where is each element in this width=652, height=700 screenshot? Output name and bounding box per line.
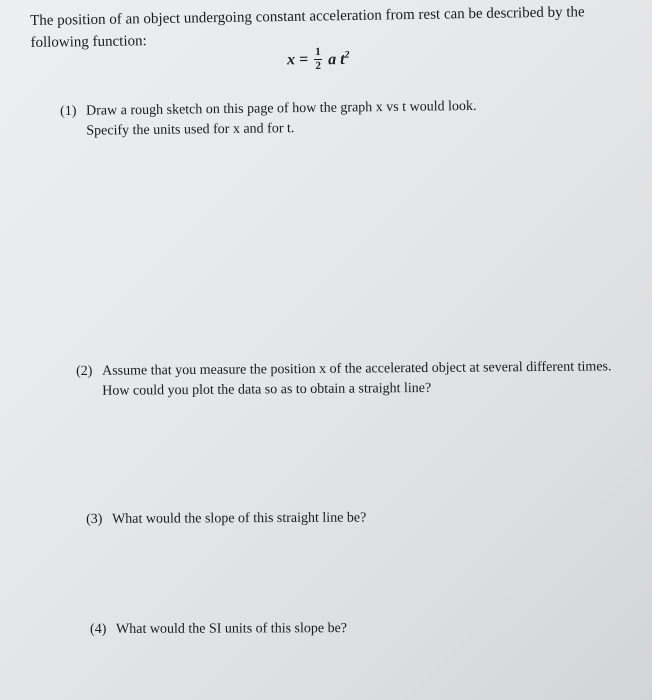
- question-2: [76, 357, 636, 402]
- question-text: Draw a rough sketch on this page of how the graph x vs t would look.: [86, 98, 477, 119]
- formula-rhs-text: a t: [328, 50, 345, 69]
- intro-line-2: following function:: [30, 33, 147, 51]
- position-formula: [287, 47, 350, 73]
- fraction-numerator: 1: [315, 45, 321, 59]
- question-text: Assume that you measure the position x of the accelerated object at several different times.: [102, 359, 612, 379]
- question-number: (1): [60, 103, 77, 119]
- question-number: (2): [76, 363, 93, 379]
- formula-exponent: 2: [344, 49, 350, 61]
- question-text-continued: How could you plot the data so as to obtain a straight line?: [102, 380, 432, 399]
- formula-rhs: [328, 49, 350, 69]
- question-number: (3): [86, 511, 103, 527]
- intro-line-1: The position of an object undergoing constant acceleration from rest can be described by the: [30, 4, 585, 29]
- question-4: [90, 619, 490, 640]
- formula-lhs: x =: [286, 50, 309, 68]
- question-text-continued: Specify the units used for x and for t.: [86, 121, 295, 139]
- question-3: [86, 508, 486, 530]
- question-text: What would the slope of this straight line be?: [112, 510, 367, 527]
- question-number: (4): [90, 621, 107, 637]
- question-1: [60, 96, 530, 142]
- formula-fraction: [314, 47, 322, 72]
- fraction-denominator: 2: [315, 59, 322, 73]
- question-text: What would the SI units of this slope be?: [116, 621, 348, 637]
